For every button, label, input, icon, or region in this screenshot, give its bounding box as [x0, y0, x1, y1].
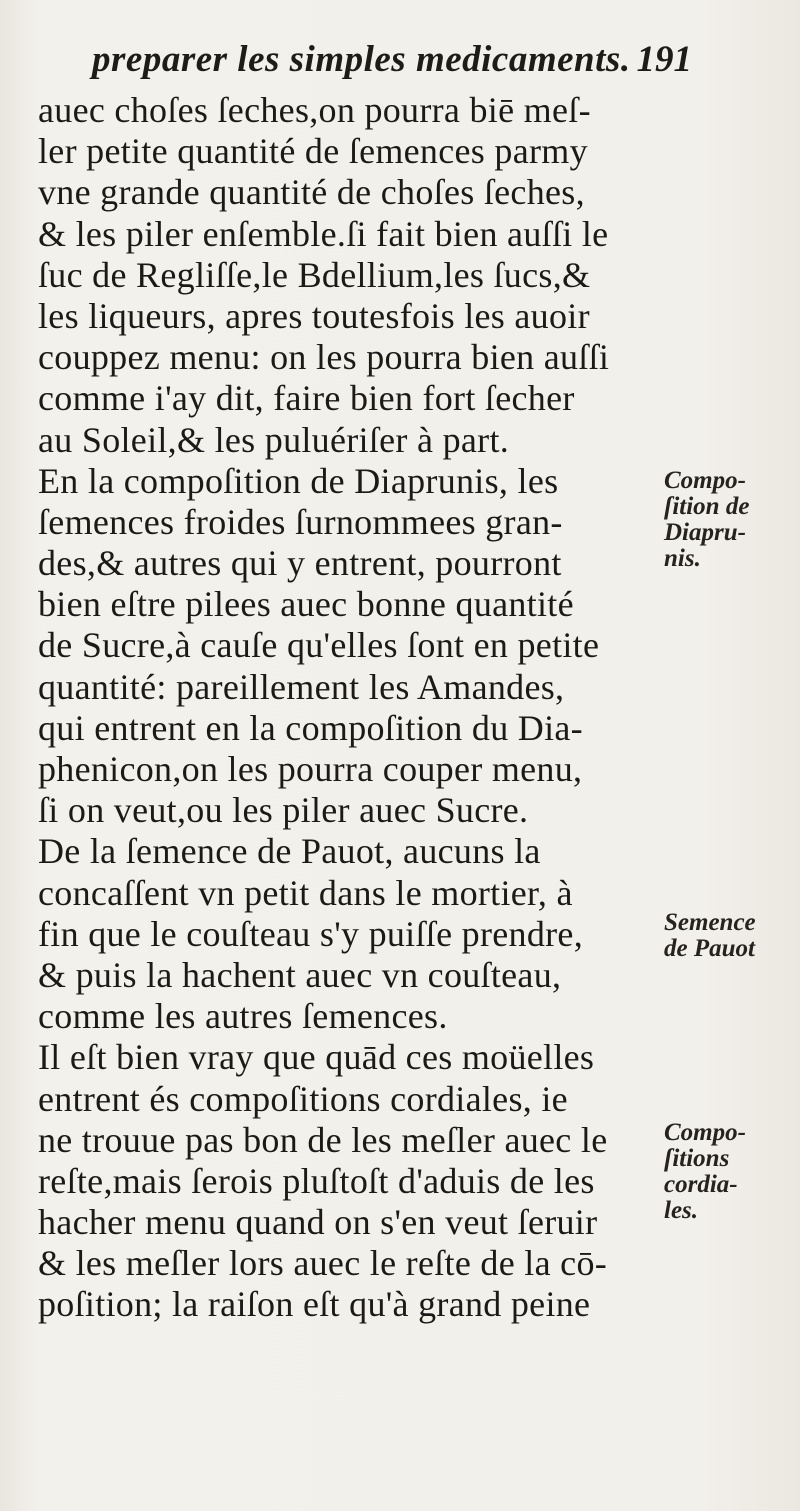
text-line: bien eſtre pilees auec bonne quantité [38, 584, 574, 625]
text-line: vne grande quantité de choſes ſeches, [38, 172, 585, 213]
text-line: hacher menu quand on s'en veut ſeruir [38, 1202, 598, 1243]
text-line: & puis la hachent auec vn couſteau, [38, 954, 562, 995]
margin-note-line: Diapru- [664, 519, 746, 546]
margin-note-pauot [664, 910, 800, 962]
text-line: qui entrent en la compoſition du Dia- [38, 707, 583, 748]
page-number: 191 [636, 39, 692, 80]
margin-note-line: Compo- [664, 1119, 746, 1146]
text-line: Il eſt bien vray que quād ces moüelles [38, 1037, 595, 1078]
text-line: au Soleil,& les puluériſer à part. [38, 419, 510, 460]
text-line: fin que le couſteau s'y puiſſe prendre, [38, 913, 584, 954]
running-title: preparer les simples medicaments. [92, 39, 631, 80]
text-line: ler petite quantité de ſemences parmy [38, 131, 588, 172]
text-line: entrent és compoſitions cordiales, ie [38, 1078, 568, 1119]
text-line: auec choſes ſeches,on pourra biē meſ- [38, 90, 591, 130]
text-line: poſition; la raiſon eſt qu'à grand peine [38, 1284, 591, 1325]
text-line: De la ſemence de Pauot, aucuns la [38, 831, 541, 872]
text-line: reſte,mais ſerois pluſtoſt d'aduis de les [38, 1160, 595, 1201]
margin-note-line: ſitions [664, 1145, 730, 1172]
text-line: quantité: pareillement les Amandes, [38, 666, 565, 707]
text-line: comme les autres ſemences. [38, 996, 448, 1037]
margin-note-cordiales [664, 1120, 800, 1224]
margin-note-line: cordia- [664, 1171, 738, 1198]
margin-note-line: Compo- [664, 467, 746, 494]
text-line: ſuc de Regliſſe,le Bdellium,les ſucs,& [38, 254, 591, 295]
text-line: concaſſent vn petit dans le mortier, à [38, 872, 573, 913]
text-line: ſemences froides ſurnommees gran- [38, 501, 563, 542]
text-line: des,& autres qui y entrent, pourront [38, 543, 562, 584]
text-line: ſi on veut,ou les piler auec Sucre. [38, 790, 529, 831]
text-line: & les piler enſemble.ſi fait bien auſſi le [38, 213, 609, 254]
text-line: & les meſler lors auec le reſte de la cō- [38, 1243, 608, 1284]
text-line: phenicon,on les pourra couper menu, [38, 749, 583, 789]
text-line: ne trouue pas bon de les meſler auec le [38, 1119, 608, 1160]
margin-note-line: de Pauot [664, 935, 755, 962]
page-header [92, 38, 692, 88]
margin-note-line: les. [664, 1197, 699, 1224]
margin-note-line: Semence [664, 909, 756, 936]
text-line: les liqueurs, apres toutesfois les auoir [38, 295, 590, 336]
text-line: couppez menu: on les pourra bien auſſi [38, 337, 610, 378]
text-line: comme i'ay dit, faire bien fort ſecher [38, 378, 575, 419]
margin-note-line: ſition de [664, 493, 750, 520]
margin-note-diaprunis [664, 468, 800, 572]
margin-note-line: nis. [664, 545, 701, 572]
text-line: En la compoſition de Diaprunis, les [38, 460, 559, 501]
text-line: de Sucre,à cauſe qu'elles ſont en petite [38, 625, 600, 666]
body-text [38, 90, 638, 1326]
